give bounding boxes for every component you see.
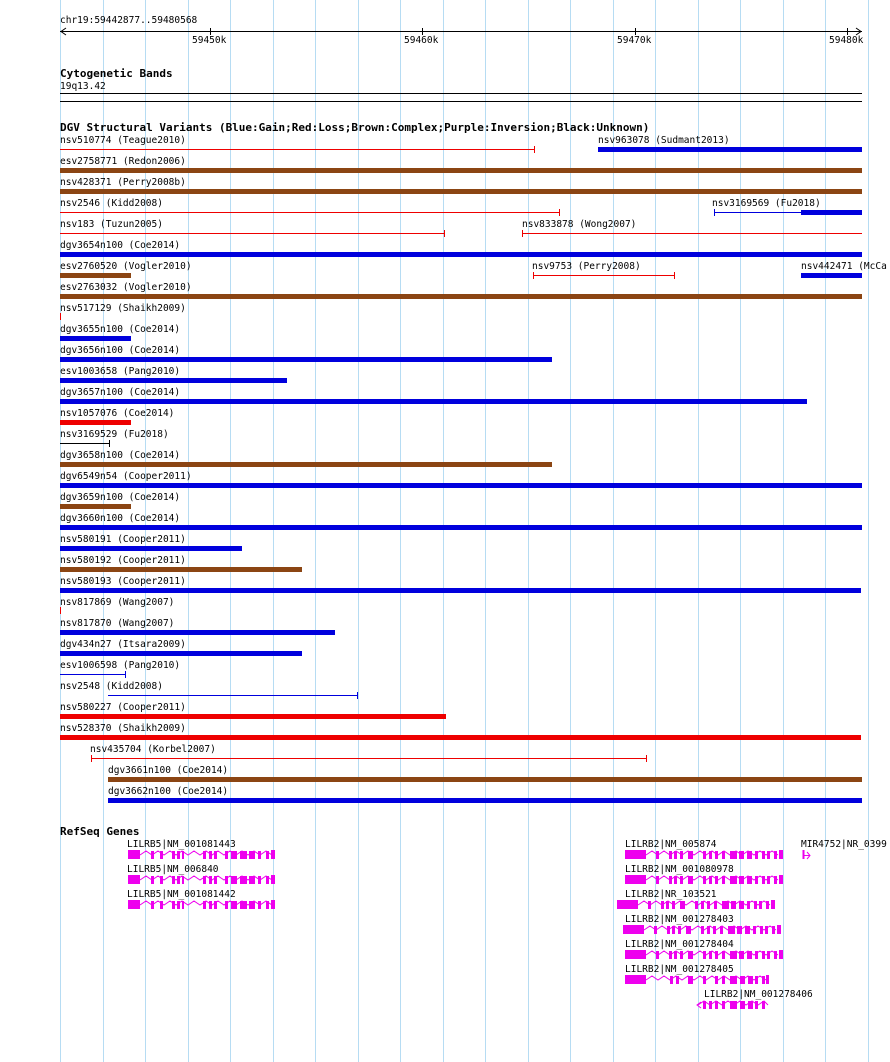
gene-model[interactable] [128, 850, 275, 859]
gene-model[interactable] [128, 875, 275, 884]
gene-model[interactable] [625, 950, 783, 959]
gene-model[interactable] [128, 900, 275, 909]
variant-label[interactable]: nsv817869 (Wang2007) [60, 597, 175, 608]
variant-label[interactable]: nsv580193 (Cooper2011) [60, 576, 186, 587]
gene-label[interactable]: LILRB2|NM_005874 [625, 839, 717, 850]
variant-label[interactable]: nsv435704 (Korbel2007) [90, 744, 216, 755]
variant-label[interactable]: nsv1057076 (Coe2014) [60, 408, 175, 419]
cytoband-track-title[interactable]: Cytogenetic Bands [60, 67, 173, 80]
gene-label[interactable]: LILRB5|NM_006840 [127, 864, 219, 875]
gene-model[interactable] [803, 850, 810, 859]
gene-model[interactable] [625, 850, 783, 859]
variant-label[interactable]: nsv817870 (Wang2007) [60, 618, 175, 629]
gene-model[interactable] [617, 900, 775, 909]
gene-model[interactable] [623, 925, 781, 934]
variant-label[interactable]: nsv3169529 (Fu2018) [60, 429, 169, 440]
gene-label[interactable]: LILRB5|NM_001081442 [127, 889, 236, 900]
variant-label[interactable]: nsv580191 (Cooper2011) [60, 534, 186, 545]
gene-model[interactable] [697, 1001, 768, 1009]
gene-model[interactable] [625, 975, 769, 984]
variant-label[interactable]: nsv517129 (Shaikh2009) [60, 303, 186, 314]
gene-label[interactable]: LILRB2|NM_001278404 [625, 939, 734, 950]
variant-label[interactable]: dgv434n27 (Itsara2009) [60, 639, 186, 650]
position-label: chr19:59442877..59480568 [60, 15, 198, 26]
variant-label[interactable]: nsv580192 (Cooper2011) [60, 555, 186, 566]
ruler-tick-label: 59480k [829, 35, 864, 46]
variant-label[interactable]: nsv428371 (Perry2008b) [60, 177, 186, 188]
variant-label[interactable]: dgv3657n100 (Coe2014) [60, 387, 181, 398]
variant-label[interactable]: nsv2546 (Kidd2008) [60, 198, 163, 209]
gene-label[interactable]: MIR4752|NR_0399 [801, 839, 887, 850]
variant-label[interactable]: dgv3654n100 (Coe2014) [60, 240, 181, 251]
variant-label[interactable]: esv2758771 (Redon2006) [60, 156, 186, 167]
variant-label[interactable]: esv2763032 (Vogler2010) [60, 282, 192, 293]
gene-label[interactable]: LILRB2|NM_001080978 [625, 864, 734, 875]
variant-label[interactable]: dgv3656n100 (Coe2014) [60, 345, 181, 356]
variant-label[interactable]: nsv963078 (Sudmant2013) [598, 135, 730, 146]
gene-model[interactable] [625, 875, 783, 884]
variant-label[interactable]: nsv528370 (Shaikh2009) [60, 723, 186, 734]
cytoband-label: 19q13.42 [60, 81, 106, 92]
variant-label[interactable]: esv1003658 (Pang2010) [60, 366, 181, 377]
variant-label[interactable]: nsv9753 (Perry2008) [532, 261, 641, 272]
variant-label[interactable]: nsv442471 (McCa [801, 261, 887, 272]
variant-label[interactable]: nsv580227 (Cooper2011) [60, 702, 186, 713]
variant-label[interactable]: dgv3658n100 (Coe2014) [60, 450, 181, 461]
variant-label[interactable]: dgv3660n100 (Coe2014) [60, 513, 181, 524]
gene-label[interactable]: LILRB2|NM_001278405 [625, 964, 734, 975]
variant-label[interactable]: nsv183 (Tuzun2005) [60, 219, 163, 230]
gene-label[interactable]: LILRB2|NR_103521 [625, 889, 717, 900]
variant-label[interactable]: dgv3662n100 (Coe2014) [108, 786, 229, 797]
ruler-tick-label: 59460k [404, 35, 439, 46]
refseq-track-title[interactable]: RefSeq Genes [60, 825, 140, 838]
gene-label[interactable]: LILRB2|NM_001278406 [704, 989, 813, 1000]
variant-label[interactable]: dgv3659n100 (Coe2014) [60, 492, 181, 503]
gene-label[interactable]: LILRB2|NM_001278403 [625, 914, 734, 925]
variant-label[interactable]: nsv2548 (Kidd2008) [60, 681, 163, 692]
ruler-tick-label: 59450k [192, 35, 227, 46]
variant-label[interactable]: nsv3169569 (Fu2018) [712, 198, 821, 209]
variant-label[interactable]: dgv3655n100 (Coe2014) [60, 324, 181, 335]
variant-label[interactable]: nsv833878 (Wong2007) [522, 219, 637, 230]
variant-label[interactable]: nsv510774 (Teague2010) [60, 135, 186, 146]
ruler-tick-label: 59470k [617, 35, 652, 46]
variant-label[interactable]: dgv6549n54 (Cooper2011) [60, 471, 192, 482]
dgv-track-title[interactable]: DGV Structural Variants (Blue:Gain;Red:Loss;Brown:Complex;Purple:Inversion;Black:Unknown) [60, 121, 650, 134]
variant-label[interactable]: esv2760520 (Vogler2010) [60, 261, 192, 272]
gene-label[interactable]: LILRB5|NM_001081443 [127, 839, 236, 850]
variant-label[interactable]: esv1006598 (Pang2010) [60, 660, 181, 671]
variant-label[interactable]: dgv3661n100 (Coe2014) [108, 765, 229, 776]
